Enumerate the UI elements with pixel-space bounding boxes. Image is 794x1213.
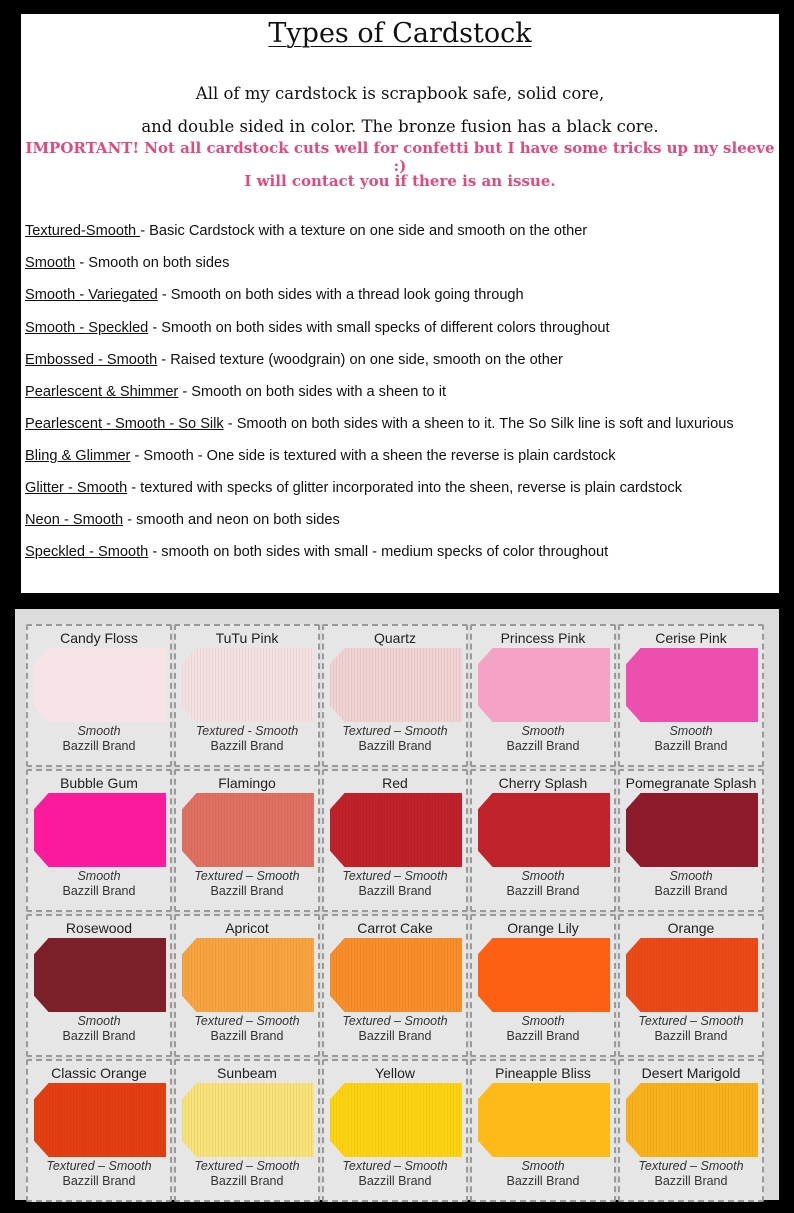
- swatch-brand: Bazzill Brand: [210, 739, 284, 753]
- type-description: - Smooth - One side is textured with a sheen the reverse is plain cardstock: [130, 448, 616, 464]
- swatch-cell: [174, 624, 320, 767]
- type-name: Pearlescent & Shimmer: [25, 384, 179, 400]
- swatch-brand: Bazzill Brand: [654, 1174, 728, 1188]
- swatch-name: Quartz: [373, 630, 416, 646]
- type-row: [25, 352, 563, 368]
- intro-line: and double sided in color. The bronze fusion has a black core.: [141, 117, 659, 136]
- swatch-finish: Smooth: [77, 1014, 121, 1028]
- important-notice: I will contact you if there is an issue.: [244, 172, 556, 190]
- swatch-name: Desert Marigold: [641, 1065, 741, 1081]
- swatch-cell: [26, 624, 172, 767]
- color-swatch: [626, 793, 758, 867]
- color-swatch: [34, 648, 166, 722]
- swatch-brand: Bazzill Brand: [210, 1029, 284, 1043]
- swatch-cell: [618, 624, 764, 767]
- swatch-finish: Textured – Smooth: [342, 724, 448, 738]
- type-row: [25, 320, 610, 336]
- swatch-name: Pineapple Bliss: [495, 1065, 591, 1081]
- swatch-brand: Bazzill Brand: [654, 1029, 728, 1043]
- swatch-cell: [322, 769, 468, 912]
- color-swatch: [478, 938, 610, 1012]
- swatch-cell: [174, 769, 320, 912]
- swatch-finish: Textured – Smooth: [194, 869, 300, 883]
- swatch-name: Rosewood: [65, 920, 133, 936]
- swatch-name: Pomegranate Splash: [625, 775, 757, 791]
- swatch-brand: Bazzill Brand: [358, 1174, 432, 1188]
- swatch-name: Carrot Cake: [357, 920, 433, 936]
- swatch-finish: Textured – Smooth: [194, 1159, 300, 1173]
- swatch-cell: [470, 914, 616, 1057]
- swatch-name: Classic Orange: [51, 1065, 147, 1081]
- swatch-name: TuTu Pink: [215, 630, 279, 646]
- swatch-cell: [470, 624, 616, 767]
- cardstock-info-panel: [21, 14, 779, 593]
- swatch-finish: Textured – Smooth: [342, 1014, 448, 1028]
- type-description: - Raised texture (woodgrain) on one side, smooth on the other: [157, 352, 563, 368]
- swatch-cell: [322, 1059, 468, 1202]
- swatch-name: Candy Floss: [60, 630, 138, 646]
- swatch-name: Orange Lily: [507, 920, 579, 936]
- swatch-name: Orange: [667, 920, 715, 936]
- type-description: - Smooth on both sides with small specks of different colors throughout: [148, 320, 610, 336]
- type-name: Pearlescent - Smooth - So Silk: [25, 416, 224, 432]
- swatch-brand: Bazzill Brand: [210, 1174, 284, 1188]
- swatch-name: Flamingo: [218, 775, 276, 791]
- swatch-brand: Bazzill Brand: [506, 1029, 580, 1043]
- swatch-cell: [618, 914, 764, 1057]
- color-swatch: [478, 648, 610, 722]
- swatch-finish: Smooth: [77, 724, 121, 738]
- type-row: [25, 384, 446, 400]
- swatch-grid: [26, 624, 774, 1197]
- swatch-brand: Bazzill Brand: [506, 884, 580, 898]
- type-description: - textured with specks of glitter incorporated into the sheen, reverse is plain cardstock: [127, 480, 683, 496]
- type-row: [25, 255, 229, 271]
- color-swatch: [34, 793, 166, 867]
- swatch-cell: [322, 914, 468, 1057]
- type-description: - smooth on both sides with small - medium specks of color throughout: [148, 544, 609, 560]
- color-swatch: [330, 938, 462, 1012]
- swatch-brand: Bazzill Brand: [62, 884, 136, 898]
- swatch-brand: Bazzill Brand: [358, 1029, 432, 1043]
- swatch-brand: Bazzill Brand: [654, 739, 728, 753]
- swatch-brand: Bazzill Brand: [506, 739, 580, 753]
- swatch-finish: Textured – Smooth: [194, 1014, 300, 1028]
- type-name: Textured-Smooth: [25, 223, 141, 239]
- swatch-name: Bubble Gum: [60, 775, 138, 791]
- swatch-brand: Bazzill Brand: [210, 884, 284, 898]
- swatch-brand: Bazzill Brand: [62, 739, 136, 753]
- type-row: [25, 512, 340, 528]
- color-swatch: [626, 648, 758, 722]
- type-description: - Smooth on both sides with a sheen to it. The So Silk line is soft and luxurious: [223, 416, 734, 432]
- swatch-name: Cerise Pink: [655, 630, 727, 646]
- color-swatch: [34, 938, 166, 1012]
- swatch-cell: [174, 914, 320, 1057]
- swatch-brand: Bazzill Brand: [62, 1029, 136, 1043]
- type-row: [25, 287, 524, 303]
- type-description: - smooth and neon on both sides: [123, 512, 340, 528]
- type-row: [25, 544, 608, 560]
- swatch-name: Yellow: [375, 1065, 415, 1081]
- swatch-finish: Smooth: [521, 724, 565, 738]
- color-swatch: [478, 1083, 610, 1157]
- swatch-name: Princess Pink: [500, 630, 586, 646]
- type-row: [25, 416, 734, 432]
- color-swatch: [182, 793, 314, 867]
- color-swatch: [330, 793, 462, 867]
- swatch-cell: [322, 624, 468, 767]
- color-swatch: [478, 793, 610, 867]
- swatch-finish: Smooth: [521, 1159, 565, 1173]
- swatch-card: [15, 609, 779, 1200]
- type-row: [25, 448, 616, 464]
- type-name: Embossed - Smooth: [25, 352, 158, 368]
- type-name: Speckled - Smooth: [25, 544, 149, 560]
- swatch-name: Red: [382, 775, 408, 791]
- color-swatch: [182, 938, 314, 1012]
- swatch-finish: Smooth: [669, 724, 713, 738]
- swatch-cell: [470, 1059, 616, 1202]
- swatch-finish: Textured – Smooth: [638, 1159, 744, 1173]
- type-description: - Smooth on both sides with a thread look going through: [157, 287, 524, 303]
- page-title: Types of Cardstock: [268, 18, 532, 49]
- type-name: Smooth - Speckled: [25, 320, 149, 336]
- swatch-finish: Textured – Smooth: [342, 869, 448, 883]
- type-name: Bling & Glimmer: [25, 448, 131, 464]
- swatch-finish: Smooth: [521, 869, 565, 883]
- swatch-cell: [26, 769, 172, 912]
- type-name: Glitter - Smooth: [25, 480, 128, 496]
- swatch-brand: Bazzill Brand: [506, 1174, 580, 1188]
- color-swatch: [626, 938, 758, 1012]
- type-description: - Basic Cardstock with a texture on one side and smooth on the other: [140, 223, 588, 239]
- swatch-brand: Bazzill Brand: [654, 884, 728, 898]
- color-swatch: [330, 648, 462, 722]
- type-row: [25, 480, 682, 496]
- swatch-brand: Bazzill Brand: [62, 1174, 136, 1188]
- swatch-brand: Bazzill Brand: [358, 739, 432, 753]
- swatch-cell: [470, 769, 616, 912]
- type-name: Smooth - Variegated: [25, 287, 158, 303]
- swatch-brand: Bazzill Brand: [358, 884, 432, 898]
- type-row: [25, 223, 587, 239]
- type-name: Neon - Smooth: [25, 512, 124, 528]
- important-notice: IMPORTANT! Not all cardstock cuts well for confetti but I have some tricks up my sleeve :): [25, 139, 775, 175]
- type-description: - Smooth on both sides: [75, 255, 230, 271]
- type-name: Smooth: [25, 255, 76, 271]
- color-swatch: [330, 1083, 462, 1157]
- color-swatch: [626, 1083, 758, 1157]
- swatch-cell: [174, 1059, 320, 1202]
- swatch-cell: [618, 769, 764, 912]
- swatch-finish: Textured – Smooth: [638, 1014, 744, 1028]
- swatch-name: Apricot: [225, 920, 269, 936]
- swatch-finish: Textured – Smooth: [46, 1159, 152, 1173]
- color-swatch: [182, 1083, 314, 1157]
- swatch-finish: Textured – Smooth: [342, 1159, 448, 1173]
- intro-line: All of my cardstock is scrapbook safe, solid core,: [195, 84, 605, 103]
- swatch-cell: [26, 914, 172, 1057]
- swatch-name: Cherry Splash: [498, 775, 588, 791]
- swatch-finish: Smooth: [77, 869, 121, 883]
- swatch-finish: Textured - Smooth: [195, 724, 299, 738]
- swatch-cell: [618, 1059, 764, 1202]
- color-swatch: [182, 648, 314, 722]
- type-description: - Smooth on both sides with a sheen to it: [178, 384, 447, 400]
- swatch-cell: [26, 1059, 172, 1202]
- color-swatch: [34, 1083, 166, 1157]
- swatch-name: Sunbeam: [217, 1065, 277, 1081]
- swatch-finish: Smooth: [521, 1014, 565, 1028]
- swatch-finish: Smooth: [669, 869, 713, 883]
